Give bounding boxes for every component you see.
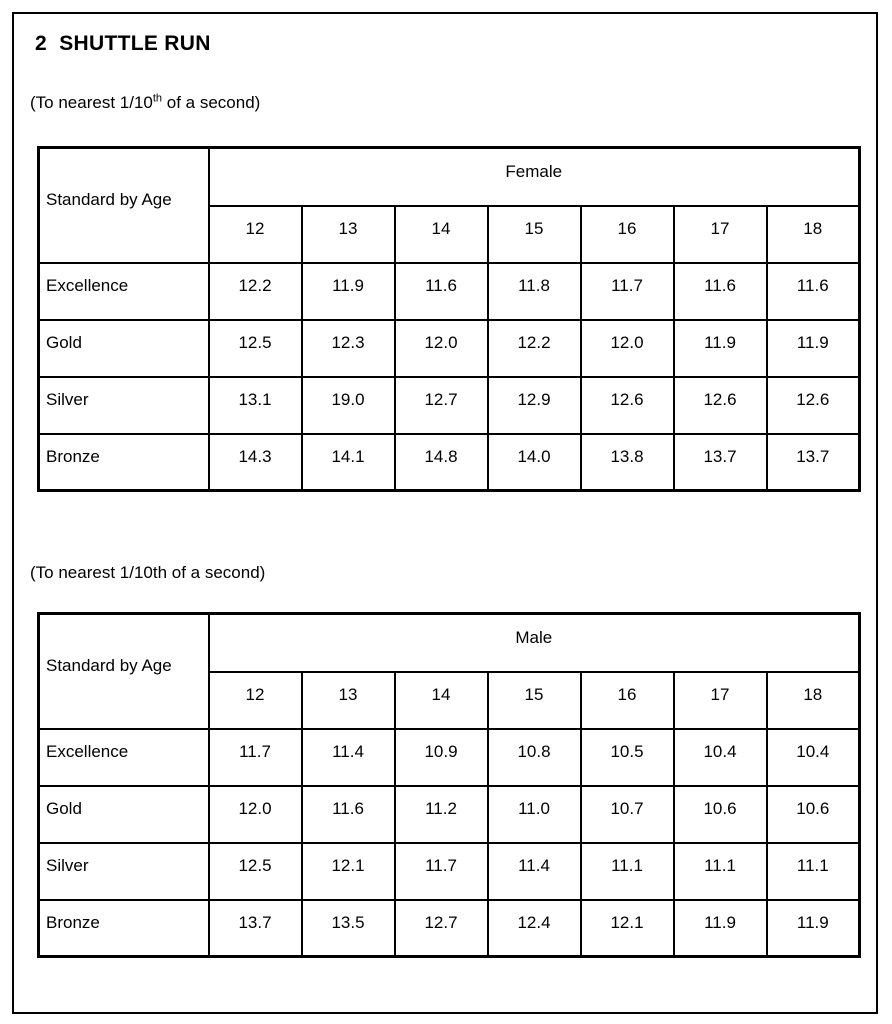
value-cell: 11.9 [767, 900, 860, 957]
value-cell: 11.9 [674, 320, 767, 377]
value-cell: 10.4 [767, 729, 860, 786]
value-cell: 11.6 [395, 263, 488, 320]
value-cell: 12.0 [395, 320, 488, 377]
row-label-cell: Bronze [39, 434, 209, 491]
value-cell: 11.1 [674, 843, 767, 900]
value-cell: 12.0 [581, 320, 674, 377]
value-cell: 11.2 [395, 786, 488, 843]
table-row [39, 900, 860, 957]
value-cell: 13.7 [209, 900, 302, 957]
value-cell: 13.7 [767, 434, 860, 491]
value-cell: 12.4 [488, 900, 581, 957]
row-label-cell: Gold [39, 320, 209, 377]
age-header-cell: 12 [209, 672, 302, 729]
caption-text: (To nearest 1/10 [30, 93, 153, 112]
row-label-cell: Silver [39, 843, 209, 900]
value-cell: 11.1 [581, 843, 674, 900]
value-cell: 12.5 [209, 320, 302, 377]
value-cell: 11.7 [581, 263, 674, 320]
age-header-cell: 15 [488, 206, 581, 263]
age-header-cell: 12 [209, 206, 302, 263]
value-cell: 12.2 [488, 320, 581, 377]
value-cell: 12.7 [395, 377, 488, 434]
value-cell: 14.8 [395, 434, 488, 491]
value-cell: 12.5 [209, 843, 302, 900]
group-header-cell: Female [209, 148, 860, 206]
value-cell: 13.7 [674, 434, 767, 491]
value-cell: 12.6 [674, 377, 767, 434]
value-cell: 11.1 [767, 843, 860, 900]
value-cell: 11.4 [488, 843, 581, 900]
value-cell: 11.0 [488, 786, 581, 843]
age-header-cell: 18 [767, 672, 860, 729]
value-cell: 12.6 [767, 377, 860, 434]
row-label-cell: Excellence [39, 729, 209, 786]
caption-superscript: th [152, 92, 163, 105]
row-label-cell: Excellence [39, 263, 209, 320]
corner-header-cell: Standard by Age [39, 614, 209, 729]
value-cell: 12.6 [581, 377, 674, 434]
table-row [39, 377, 860, 434]
value-cell: 14.3 [209, 434, 302, 491]
value-cell: 14.1 [302, 434, 395, 491]
page-border [12, 12, 878, 1014]
age-header-cell: 18 [767, 206, 860, 263]
value-cell: 11.7 [209, 729, 302, 786]
value-cell: 10.9 [395, 729, 488, 786]
row-label-cell: Bronze [39, 900, 209, 957]
male-table-caption: (To nearest 1/10th of a second) [30, 563, 266, 582]
value-cell: 12.7 [395, 900, 488, 957]
value-cell: 12.0 [209, 786, 302, 843]
table-row [39, 263, 860, 320]
group-header-cell: Male [209, 614, 860, 672]
age-header-cell: 16 [581, 206, 674, 263]
female-standards-table [37, 146, 861, 492]
value-cell: 11.9 [674, 900, 767, 957]
value-cell: 11.8 [488, 263, 581, 320]
value-cell: 11.9 [767, 320, 860, 377]
male-standards-table [37, 612, 861, 958]
value-cell: 13.5 [302, 900, 395, 957]
value-cell: 19.0 [302, 377, 395, 434]
caption-text: of a second) [162, 93, 261, 112]
value-cell: 11.6 [767, 263, 860, 320]
table-header-row [39, 614, 860, 672]
value-cell: 10.6 [767, 786, 860, 843]
table-row [39, 786, 860, 843]
value-cell: 11.6 [302, 786, 395, 843]
table-row [39, 729, 860, 786]
value-cell: 11.4 [302, 729, 395, 786]
table-row [39, 843, 860, 900]
corner-header-cell: Standard by Age [39, 148, 209, 263]
female-table-caption [30, 92, 876, 114]
value-cell: 12.3 [302, 320, 395, 377]
age-header-cell: 17 [674, 672, 767, 729]
value-cell: 11.6 [674, 263, 767, 320]
table-row [39, 320, 860, 377]
value-cell: 14.0 [488, 434, 581, 491]
table-header-row [39, 148, 860, 206]
value-cell: 10.5 [581, 729, 674, 786]
value-cell: 13.8 [581, 434, 674, 491]
row-label-cell: Gold [39, 786, 209, 843]
document-title: 2 SHUTTLE RUN [35, 32, 211, 55]
age-header-cell: 13 [302, 206, 395, 263]
value-cell: 12.2 [209, 263, 302, 320]
age-header-cell: 14 [395, 672, 488, 729]
age-header-cell: 17 [674, 206, 767, 263]
value-cell: 12.1 [581, 900, 674, 957]
age-header-cell: 14 [395, 206, 488, 263]
row-label-cell: Silver [39, 377, 209, 434]
value-cell: 13.1 [209, 377, 302, 434]
value-cell: 11.9 [302, 263, 395, 320]
value-cell: 12.1 [302, 843, 395, 900]
table-row [39, 434, 860, 491]
age-header-cell: 15 [488, 672, 581, 729]
value-cell: 10.4 [674, 729, 767, 786]
age-header-cell: 13 [302, 672, 395, 729]
value-cell: 10.8 [488, 729, 581, 786]
age-header-cell: 16 [581, 672, 674, 729]
value-cell: 10.6 [674, 786, 767, 843]
value-cell: 10.7 [581, 786, 674, 843]
value-cell: 12.9 [488, 377, 581, 434]
value-cell: 11.7 [395, 843, 488, 900]
